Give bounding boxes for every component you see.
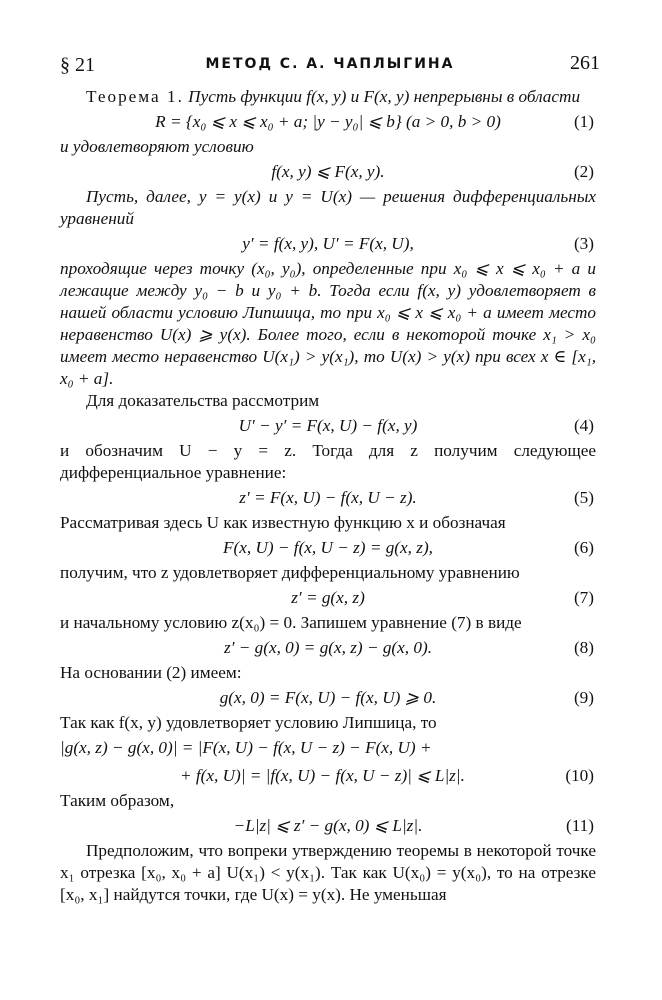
paragraph-consider: Рассматривая здесь U как известную функцию x и обозначая <box>60 513 506 532</box>
equation-9: g(x, 0) = F(x, U) − f(x, U) ⩾ 0. (9) <box>60 684 596 712</box>
paragraph-conditions: проходящие через точку (x₀, y₀), определенные при x₀ ⩽ x ⩽ x₀ + a и лежащие между y₀ − b и y₀ + b. Тогда если f(x, y) удовлетворяет в нашей области условию Липшица, то при x₀ ⩽ x ⩽ x₀ + a имеет место неравенство U(x) ⩾ y(x). Более того, если в некоторой точке x₁ > x₀ имеет место неравенство U(x₁) > y(x₁), то U(x) > y(x) при всех x ∈ [x₁, x₀ + a]. <box>60 259 596 388</box>
paragraph-denote: и обозначим U − y = z. Тогда для z получим следующее дифференциальное уравнение: <box>60 441 596 482</box>
paragraph-proof-intro: Для доказательства рассмотрим <box>86 391 320 410</box>
equation-3: y′ = f(x, y), U′ = F(x, U), (3) <box>60 230 596 258</box>
equation-number: (3) <box>573 234 594 253</box>
equation-number: (11) <box>566 816 594 835</box>
paragraph-satisfy: и удовлетворяют условию <box>60 137 254 156</box>
equation-number: (10) <box>565 766 594 785</box>
running-title: МЕТОД С. А. ЧАПЛЫГИНА <box>205 56 455 72</box>
equation-6: F(x, U) − f(x, U − z) = g(x, z), (6) <box>60 534 596 562</box>
equation-number: (8) <box>573 638 594 657</box>
equation-number: (7) <box>573 588 594 607</box>
equation-number: (1) <box>573 112 594 131</box>
paragraph-solutions: Пусть, далее, y = y(x) и y = U(x) — решения дифференциальных уравнений <box>60 187 596 228</box>
equation-number: (6) <box>573 538 594 557</box>
equation-8: z′ − g(x, 0) = g(x, z) − g(x, 0). (8) <box>60 634 596 662</box>
equation-10-line-2: + f(x, U)| = |f(x, U) − f(x, U − z)| ⩽ L|z|. (10) <box>60 762 596 790</box>
paragraph-final: Предположим, что вопреки утверждению теоремы в некоторой точке x₁ отрезка [x₀, x₀ + a] U(x₁) < y(x₁). Так как U(x₀) = y(x₀), то на отрезке [x₀, x₁] найдутся точки, где U(x) = y(x). Не уменьшая <box>60 841 596 904</box>
theorem-label: Теорема 1. <box>86 87 184 106</box>
page-body <box>60 86 596 906</box>
paragraph-thus: Таким образом, <box>60 791 175 810</box>
section-number: § 21 <box>60 54 95 76</box>
page-header <box>60 52 600 78</box>
theorem-intro: Пусть функции f(x, y) и F(x, y) непрерывны в области <box>188 87 581 106</box>
page-number: 261 <box>570 52 600 74</box>
equation-2: f(x, y) ⩽ F(x, y). (2) <box>60 158 596 186</box>
paragraph-basis: На основании (2) имеем: <box>60 663 242 682</box>
theorem-statement <box>60 86 596 108</box>
paragraph-lipschitz: Так как f(x, y) удовлетворяет условию Липшица, то <box>60 713 437 732</box>
equation-1: R = {x₀ ⩽ x ⩽ x₀ + a; |y − y₀| ⩽ b} (a > 0, b > 0) (1) <box>60 108 596 136</box>
equation-number: (9) <box>573 688 594 707</box>
paragraph-get: получим, что z удовлетворяет дифференциальному уравнению <box>60 563 520 582</box>
paragraph-initial: и начальному условию z(x₀) = 0. Запишем уравнение (7) в виде <box>60 613 522 632</box>
equation-10-line-1: |g(x, z) − g(x, 0)| = |F(x, U) − f(x, U − z) − F(x, U) + <box>60 738 432 757</box>
equation-number: (4) <box>573 416 594 435</box>
equation-number: (2) <box>573 162 594 181</box>
equation-11: −L|z| ⩽ z′ − g(x, 0) ⩽ L|z|. (11) <box>60 812 596 840</box>
equation-4: U′ − y′ = F(x, U) − f(x, y) (4) <box>60 412 596 440</box>
equation-5: z′ = F(x, U) − f(x, U − z). (5) <box>60 484 596 512</box>
equation-number: (5) <box>573 488 594 507</box>
equation-7: z′ = g(x, z) (7) <box>60 584 596 612</box>
